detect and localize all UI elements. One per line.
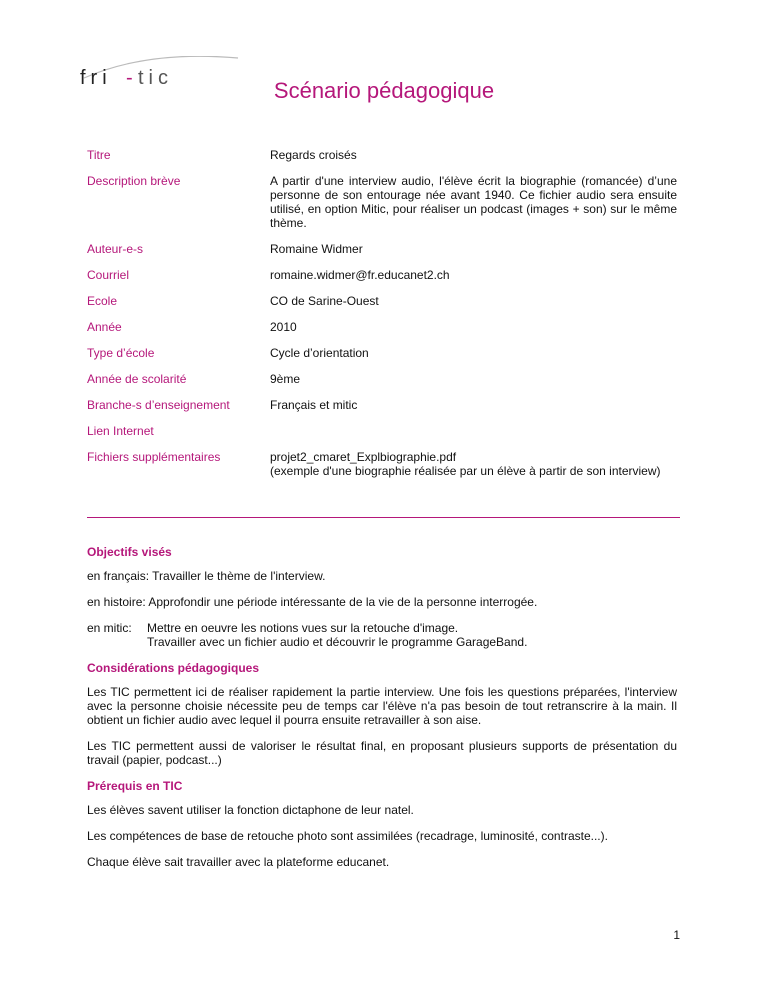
considerations-paragraph: Les TIC permettent ici de réaliser rapidement la partie interview. Une fois les questions préparées, l'interview avec la personne choisie nécessite peu de temps car l'élève n'a pas besoin de tout retranscrire à la main. Il obtient un fichier audio avec lequel il pourra ensuite retravailler à son aise. [87,685,677,727]
info-row-description [87,174,677,230]
objectif-mitic-prefix: en mitic: [87,621,132,635]
info-label: Lien Internet [87,424,154,438]
info-value: Regards croisés [270,148,357,162]
info-row-annee-scolarite [87,372,677,386]
scenario-info-table [87,148,677,490]
page-title-text: Scénario pédagogique [273,78,495,103]
page-title [0,78,768,104]
info-row-auteurs [87,242,677,256]
info-row-ecole [87,294,677,308]
objectif-histoire: en histoire: Approfondir une période intéressante de la vie de la personne interrogée. [87,595,538,609]
info-label: Ecole [87,294,118,308]
info-row-branches [87,398,677,412]
section-divider [87,517,680,518]
objectif-mitic [87,621,677,649]
info-label: Branche-s d’enseignement [87,398,230,412]
info-value-email[interactable]: romaine.widmer@fr.educanet2.ch [270,268,450,282]
prerequis-heading: Prérequis en TIC [87,779,183,793]
info-label: Description brève [87,174,181,188]
attached-file-name[interactable]: projet2_cmaret_Explbiographie.pdf [270,450,457,464]
info-label: Type d’école [87,346,155,360]
info-value: Romaine Widmer [270,242,363,256]
info-row-type-ecole [87,346,677,360]
info-value[interactable] [270,424,677,438]
info-row-titre [87,148,677,162]
prerequis-paragraph: Les élèves savent utiliser la fonction dictaphone de leur natel. [87,803,414,817]
info-value: CO de Sarine-Ouest [270,294,379,308]
info-row-annee [87,320,677,334]
info-label: Titre [87,148,111,162]
info-value [270,450,677,478]
objectif-mitic-lines [147,621,677,649]
objectif-mitic-line: Mettre en oeuvre les notions vues sur la retouche d'image. [147,621,459,635]
info-label: Fichiers supplémentaires [87,450,221,464]
prerequis-paragraph: Les compétences de base de retouche photo sont assimilées (recadrage, luminosité, contraste...). [87,829,608,843]
page-number: 1 [673,928,680,942]
info-row-lien-internet [87,424,677,438]
info-value: 9ème [270,372,301,386]
objectif-francais: en français: Travailler le thème de l'interview. [87,569,326,583]
objectif-mitic-line: Travailler avec un fichier audio et découvrir le programme GarageBand. [147,635,528,649]
info-label: Année [87,320,122,334]
info-label: Courriel [87,268,130,282]
considerations-heading: Considérations pédagogiques [87,661,260,675]
info-label: Auteur-e-s [87,242,144,256]
info-row-courriel [87,268,677,282]
prerequis-paragraph: Chaque élève sait travailler avec la plateforme educanet. [87,855,390,869]
objectifs-heading: Objectifs visés [87,545,172,559]
info-value: 2010 [270,320,297,334]
info-value: A partir d'une interview audio, l'élève écrit la biographie (romancée) d’une personne de son entourage née avant 1940. Ce fichier audio sera ensuite utilisé, en option Mitic, pour réaliser un podcast (images + son) sur le même thème. [270,174,677,230]
considerations-paragraph: Les TIC permettent aussi de valoriser le résultat final, en proposant plusieurs supports de présentation du travail (papier, podcast...) [87,739,677,767]
logo-text-right: tic [138,67,173,89]
info-label: Année de scolarité [87,372,187,386]
info-value: Cycle d’orientation [270,346,369,360]
info-row-fichiers [87,450,677,478]
scenario-body [87,545,677,881]
logo-text-dash: - [126,67,133,89]
logo-text-left: fri [80,67,112,89]
attached-file-description: (exemple d'une biographie réalisée par un élève à partir de son interview) [270,464,661,478]
info-value: Français et mitic [270,398,358,412]
